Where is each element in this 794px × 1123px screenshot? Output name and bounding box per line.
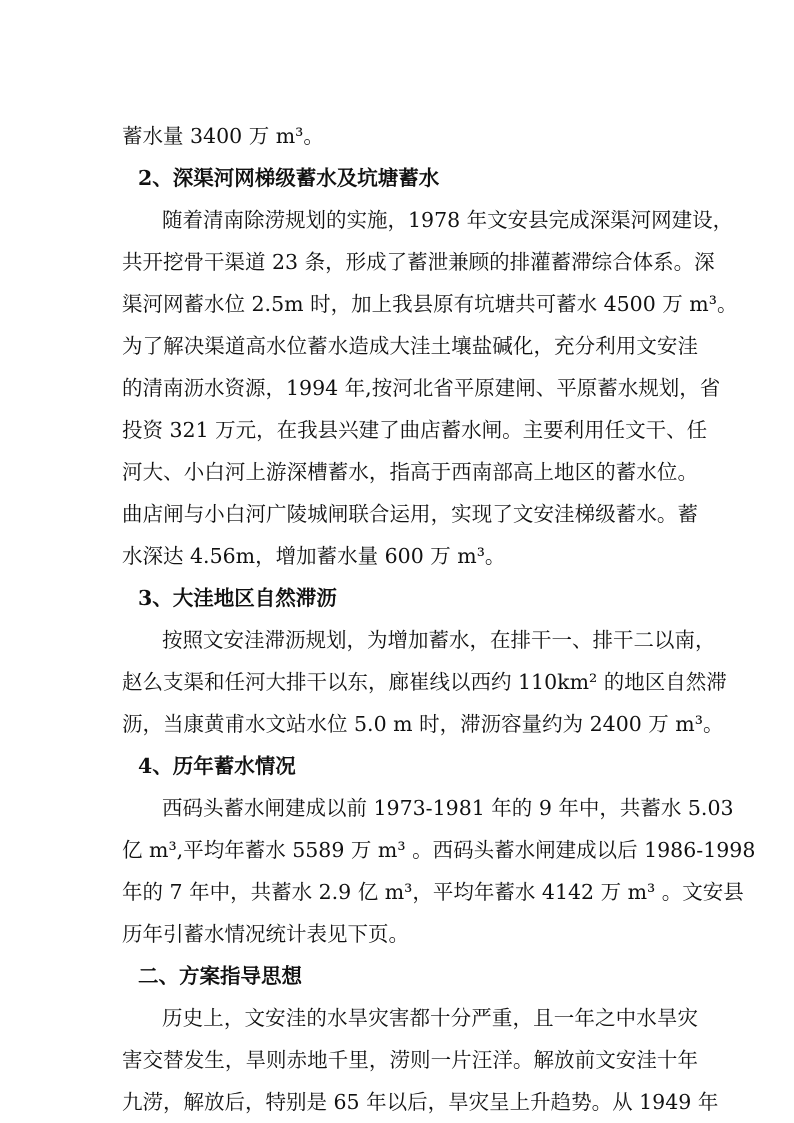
body-line: 亿 m³,平均年蓄水 5589 万 m³ 。西码头蓄水闸建成以后 1986-1998: [122, 838, 756, 862]
section-heading: 二、方案指导思想: [138, 964, 302, 988]
section-heading: 3、大洼地区自然滞沥: [138, 586, 337, 610]
body-line: 害交替发生，旱则赤地千里，涝则一片汪洋。解放前文安洼十年: [122, 1048, 698, 1072]
body-line: 年的 7 年中，共蓄水 2.9 亿 m³，平均年蓄水 4142 万 m³ 。文安县: [122, 880, 744, 904]
paragraph-first-line: 按照文安洼滞沥规划，为增加蓄水，在排干一、排干二以南，: [162, 628, 716, 652]
body-line: 渠河网蓄水位 2.5m 时，加上我县原有坑塘共可蓄水 4500 万 m³。: [122, 292, 738, 316]
body-line: 投资 321 万元，在我县兴建了曲店蓄水闸。主要利用任文干、任: [122, 418, 708, 442]
body-line: 历年引蓄水情况统计表见下页。: [122, 922, 409, 946]
body-line: 为了解决渠道高水位蓄水造成大洼土壤盐碱化，充分利用文安洼: [122, 334, 698, 358]
paragraph-first-line: 随着清南除涝规划的实施，1978 年文安县完成深渠河网建设，: [162, 208, 734, 232]
body-line: 河大、小白河上游深槽蓄水，指高于西南部高上地区的蓄水位。: [122, 460, 698, 484]
paragraph-first-line: 西码头蓄水闸建成以前 1973-1981 年的 9 年中，共蓄水 5.03: [162, 796, 734, 820]
body-line: 的清南沥水资源，1994 年,按河北省平原建闸、平原蓄水规划，省: [122, 376, 721, 400]
body-line: 曲店闸与小白河广陵城闸联合运用，实现了文安洼梯级蓄水。蓄: [122, 502, 698, 526]
section-heading: 4、历年蓄水情况: [138, 754, 296, 778]
section-heading: 2、深渠河网梯级蓄水及坑塘蓄水: [138, 166, 440, 190]
paragraph-first-line: 历史上，文安洼的水旱灾害都十分严重，且一年之中水旱灾: [162, 1006, 698, 1030]
body-line: 共开挖骨干渠道 23 条，形成了蓄泄兼顾的排灌蓄滞综合体系。深: [122, 250, 715, 274]
body-line: 蓄水量 3400 万 m³。: [122, 124, 324, 148]
body-line: 赵么支渠和任河大排干以东，廊崔线以西约 110km² 的地区自然滞: [122, 670, 727, 694]
body-line: 水深达 4.56m，增加蓄水量 600 万 m³。: [122, 544, 506, 568]
body-line: 九涝，解放后，特别是 65 年以后，旱灾呈上升趋势。从 1949 年: [122, 1090, 719, 1114]
body-line: 沥，当康黄甫水文站水位 5.0 m 时，滞沥容量约为 2400 万 m³。: [122, 712, 724, 736]
